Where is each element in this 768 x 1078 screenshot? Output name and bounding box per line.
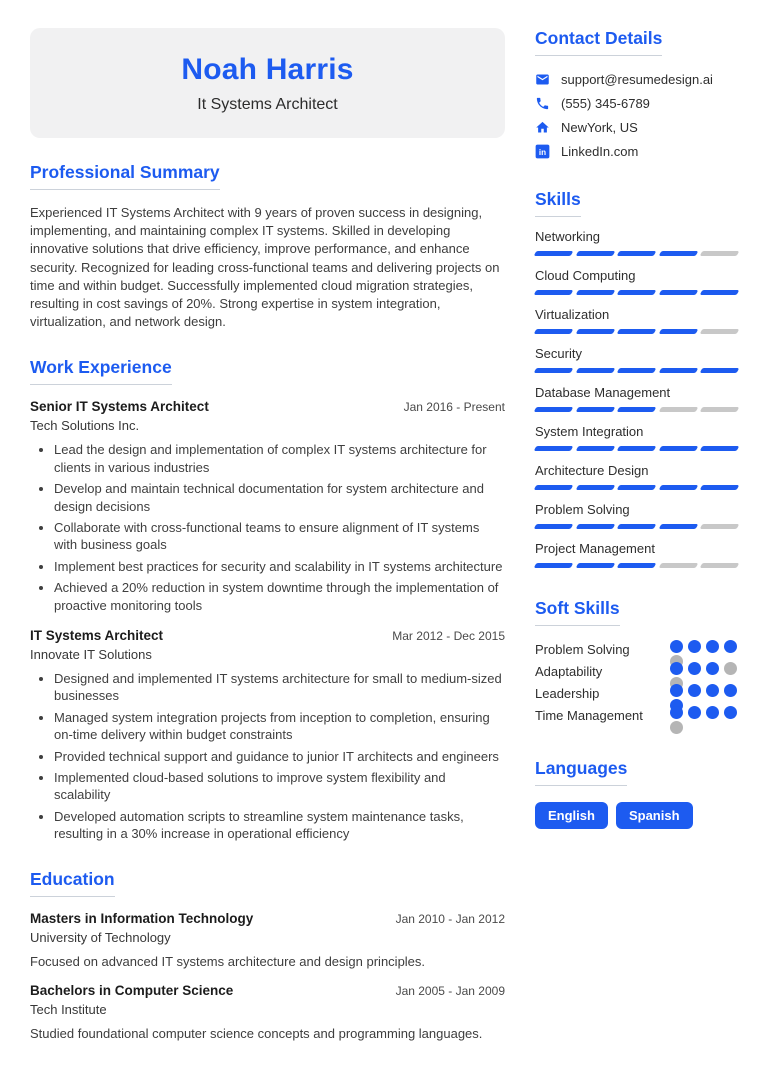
skills-section <box>535 189 738 568</box>
job-header <box>30 399 505 414</box>
skill-item <box>535 346 738 373</box>
contact-item-text[interactable]: LinkedIn.com <box>561 144 639 159</box>
job-bullet: • Developed automation scripts to streamline system maintenance tasks, resulting in a 30% increase in operational efficiency <box>54 808 505 843</box>
skill-level-bar <box>535 368 738 373</box>
skill-bar-segment <box>617 524 656 529</box>
soft-skill-item <box>535 662 738 684</box>
skill-bar-segment <box>700 524 739 529</box>
mail-icon <box>535 72 550 87</box>
skill-bar-segment <box>658 524 697 529</box>
skill-bar-segment <box>700 407 739 412</box>
education-dates: Jan 2010 - Jan 2012 <box>395 911 505 926</box>
skill-bar-segment <box>617 446 656 451</box>
soft-skill-name: Problem Solving <box>535 642 630 657</box>
skill-bar-segment <box>700 446 739 451</box>
skill-name: Virtualization <box>535 307 610 322</box>
job-title-text: Senior IT Systems Architect <box>30 399 209 415</box>
summary-text: Experienced IT Systems Architect with 9 years of proven success in designing, implementing, and maintaining complex IT systems. Skilled in developing innovative solutions that drive efficiency, improve performance, and enhance security. Recognized for leading cross-functional teams and delivering projects on time and within budget. Successfully implemented cloud migration strategies, resulting in cost savings of 20%. Strong expertise in system integration, virtualization, and network design. <box>30 205 500 330</box>
job-company: Innovate IT Solutions <box>30 646 152 662</box>
experience-section <box>30 357 505 842</box>
job-bullet: • Implemented cloud-based solutions to improve system flexibility and scalability <box>54 769 505 804</box>
soft-skill-name: Leadership <box>535 686 600 701</box>
education-header <box>30 983 505 998</box>
soft-skill-item <box>535 640 738 662</box>
skill-item <box>535 502 738 529</box>
job-bullet: • Achieved a 20% reduction in system downtime through the implementation of proactive monitoring tools <box>54 579 505 614</box>
education-heading: Education <box>30 869 115 897</box>
skill-bar-segment <box>575 251 614 256</box>
home-icon <box>535 120 550 135</box>
job-dates: Jan 2016 - Present <box>403 400 505 415</box>
education-dates: Jan 2005 - Jan 2009 <box>395 983 505 998</box>
skill-item <box>535 541 738 568</box>
skill-bar-segment <box>658 329 697 334</box>
skill-bar-segment <box>658 407 697 412</box>
soft-skill-dot <box>670 662 683 675</box>
skill-name: Database Management <box>535 385 671 400</box>
header-card <box>30 28 505 138</box>
linkedin-icon <box>535 144 550 159</box>
skill-bar-segment <box>575 446 614 451</box>
skill-bar-segment <box>700 368 739 373</box>
skill-item <box>535 229 738 256</box>
right-column <box>535 28 738 1067</box>
skill-bar-segment <box>575 329 614 334</box>
contact-heading: Contact Details <box>535 28 662 56</box>
skill-bar-segment <box>658 290 697 295</box>
candidate-job-title: It Systems Architect <box>197 95 338 113</box>
education-description: Studied foundational computer science concepts and programming languages. <box>30 1025 483 1041</box>
skill-bar-segment <box>617 251 656 256</box>
job-title-text: IT Systems Architect <box>30 627 164 643</box>
soft-skill-dot <box>724 640 737 653</box>
skill-bar-segment <box>575 524 614 529</box>
skill-bar-segment <box>617 368 656 373</box>
degree-title: Masters in Information Technology <box>30 910 254 926</box>
candidate-name: Noah Harris <box>181 52 354 86</box>
contact-item-text[interactable]: support@resumedesign.ai <box>561 72 713 87</box>
skill-level-bar <box>535 563 738 568</box>
skill-level-bar <box>535 329 738 334</box>
education-entry <box>30 911 505 969</box>
education-list <box>30 911 505 1041</box>
soft-skill-dot <box>670 640 683 653</box>
job-bullet: • Designed and implemented IT systems architecture for small to medium-sized businesses <box>54 670 505 705</box>
school-name: Tech Institute <box>30 1001 107 1017</box>
skill-bar-segment <box>534 290 573 295</box>
languages-section <box>535 758 738 829</box>
language-pill[interactable]: English <box>535 802 608 829</box>
contact-section <box>535 28 738 159</box>
skill-bar-segment <box>700 563 739 568</box>
skill-level-bar <box>535 251 738 256</box>
contact-item <box>535 72 738 87</box>
job-bullets <box>30 670 505 843</box>
soft-skill-dot <box>724 706 737 719</box>
soft-skill-dot <box>670 721 683 734</box>
contact-list <box>535 72 738 159</box>
skill-level-bar <box>535 446 738 451</box>
soft-skill-dot <box>706 706 719 719</box>
soft-skill-dot <box>688 662 701 675</box>
education-entry <box>30 983 505 1041</box>
soft-skill-dot <box>670 684 683 697</box>
skill-level-bar <box>535 290 738 295</box>
degree-title: Bachelors in Computer Science <box>30 982 234 998</box>
skill-bar-segment <box>617 485 656 490</box>
skill-bar-segment <box>534 485 573 490</box>
education-section <box>30 869 505 1041</box>
skill-bar-segment <box>575 368 614 373</box>
skill-bar-segment <box>534 368 573 373</box>
soft-skill-dot <box>688 706 701 719</box>
jobs-list <box>30 399 505 842</box>
skill-name: Cloud Computing <box>535 268 636 283</box>
job-bullet: • Managed system integration projects from inception to completion, ensuring on-time delivery within budget constraints <box>54 709 505 744</box>
skill-item <box>535 307 738 334</box>
skill-level-bar <box>535 407 738 412</box>
left-column <box>30 28 505 1067</box>
skill-bar-segment <box>534 407 573 412</box>
experience-heading: Work Experience <box>30 357 172 385</box>
skill-bar-segment <box>575 563 614 568</box>
soft-skill-item <box>535 684 738 706</box>
skill-bar-segment <box>617 563 656 568</box>
job-bullet: • Provided technical support and guidance to junior IT architects and engineers <box>54 748 505 765</box>
soft-skill-name: Adaptability <box>535 664 603 679</box>
contact-item-text: NewYork, US <box>561 120 638 135</box>
phone-icon <box>535 96 550 111</box>
skill-bar-segment <box>534 563 573 568</box>
skill-level-bar <box>535 485 738 490</box>
skill-bar-segment <box>617 290 656 295</box>
skill-bar-segment <box>534 329 573 334</box>
soft-skill-dot <box>724 684 737 697</box>
skill-name: Problem Solving <box>535 502 630 517</box>
skill-bar-segment <box>700 290 739 295</box>
skill-bar-segment <box>700 251 739 256</box>
skill-level-bar <box>535 524 738 529</box>
soft-skill-dot <box>706 662 719 675</box>
job-bullet: • Lead the design and implementation of complex IT systems architecture for clients in various industries <box>54 441 505 476</box>
job-bullet: • Implement best practices for security and scalability in IT systems architecture <box>54 558 505 575</box>
languages-heading: Languages <box>535 758 627 786</box>
soft-skill-dot <box>670 706 683 719</box>
soft-skills-list <box>535 640 738 728</box>
soft-skill-item <box>535 706 738 728</box>
skills-list <box>535 229 738 568</box>
skill-bar-segment <box>534 446 573 451</box>
education-header <box>30 911 505 926</box>
skill-bar-segment <box>617 329 656 334</box>
languages-list <box>535 802 738 829</box>
skill-bar-segment <box>700 329 739 334</box>
language-pill[interactable]: Spanish <box>616 802 693 829</box>
skill-bar-segment <box>534 251 573 256</box>
skill-item <box>535 268 738 295</box>
skill-item <box>535 463 738 490</box>
job-dates: Mar 2012 - Dec 2015 <box>392 628 505 643</box>
education-description: Focused on advanced IT systems architecture and design principles. <box>30 953 426 969</box>
skill-item <box>535 385 738 412</box>
contact-item <box>535 96 738 111</box>
job-company: Tech Solutions Inc. <box>30 418 140 434</box>
job-bullet: • Develop and maintain technical documentation for system architecture and design decisions <box>54 480 505 515</box>
summary-heading: Professional Summary <box>30 162 220 190</box>
summary-section <box>30 162 505 331</box>
skills-heading: Skills <box>535 189 581 217</box>
skill-bar-segment <box>658 563 697 568</box>
skill-name: Networking <box>535 229 601 244</box>
soft-skill-dot <box>724 662 737 675</box>
skill-bar-segment <box>700 485 739 490</box>
job-bullet: • Collaborate with cross-functional teams to ensure alignment of IT systems with business goals <box>54 519 505 554</box>
job-header <box>30 628 505 643</box>
soft-skill-dot <box>688 640 701 653</box>
soft-skill-dot <box>706 640 719 653</box>
skill-bar-segment <box>575 290 614 295</box>
job-bullets <box>30 441 505 614</box>
contact-item-text[interactable]: (555) 345-6789 <box>561 96 650 111</box>
job-entry <box>30 399 505 614</box>
skill-name: Architecture Design <box>535 463 649 478</box>
skill-bar-segment <box>658 251 697 256</box>
skill-name: Project Management <box>535 541 655 556</box>
soft-skill-dot <box>706 684 719 697</box>
skill-bar-segment <box>617 407 656 412</box>
soft-skills-section <box>535 598 738 728</box>
skill-bar-segment <box>658 368 697 373</box>
skill-name: Security <box>535 346 582 361</box>
soft-skill-dots <box>670 706 738 734</box>
school-name: University of Technology <box>30 929 171 945</box>
skill-bar-segment <box>658 446 697 451</box>
skill-name: System Integration <box>535 424 644 439</box>
soft-skill-dot <box>688 684 701 697</box>
soft-skill-name: Time Management <box>535 708 643 723</box>
skill-bar-segment <box>575 407 614 412</box>
soft-skills-heading: Soft Skills <box>535 598 620 626</box>
job-entry <box>30 628 505 843</box>
skill-bar-segment <box>575 485 614 490</box>
skill-bar-segment <box>534 524 573 529</box>
skill-item <box>535 424 738 451</box>
contact-item <box>535 120 738 135</box>
contact-item <box>535 144 738 159</box>
svg-text:in: in <box>538 147 547 157</box>
skill-bar-segment <box>658 485 697 490</box>
